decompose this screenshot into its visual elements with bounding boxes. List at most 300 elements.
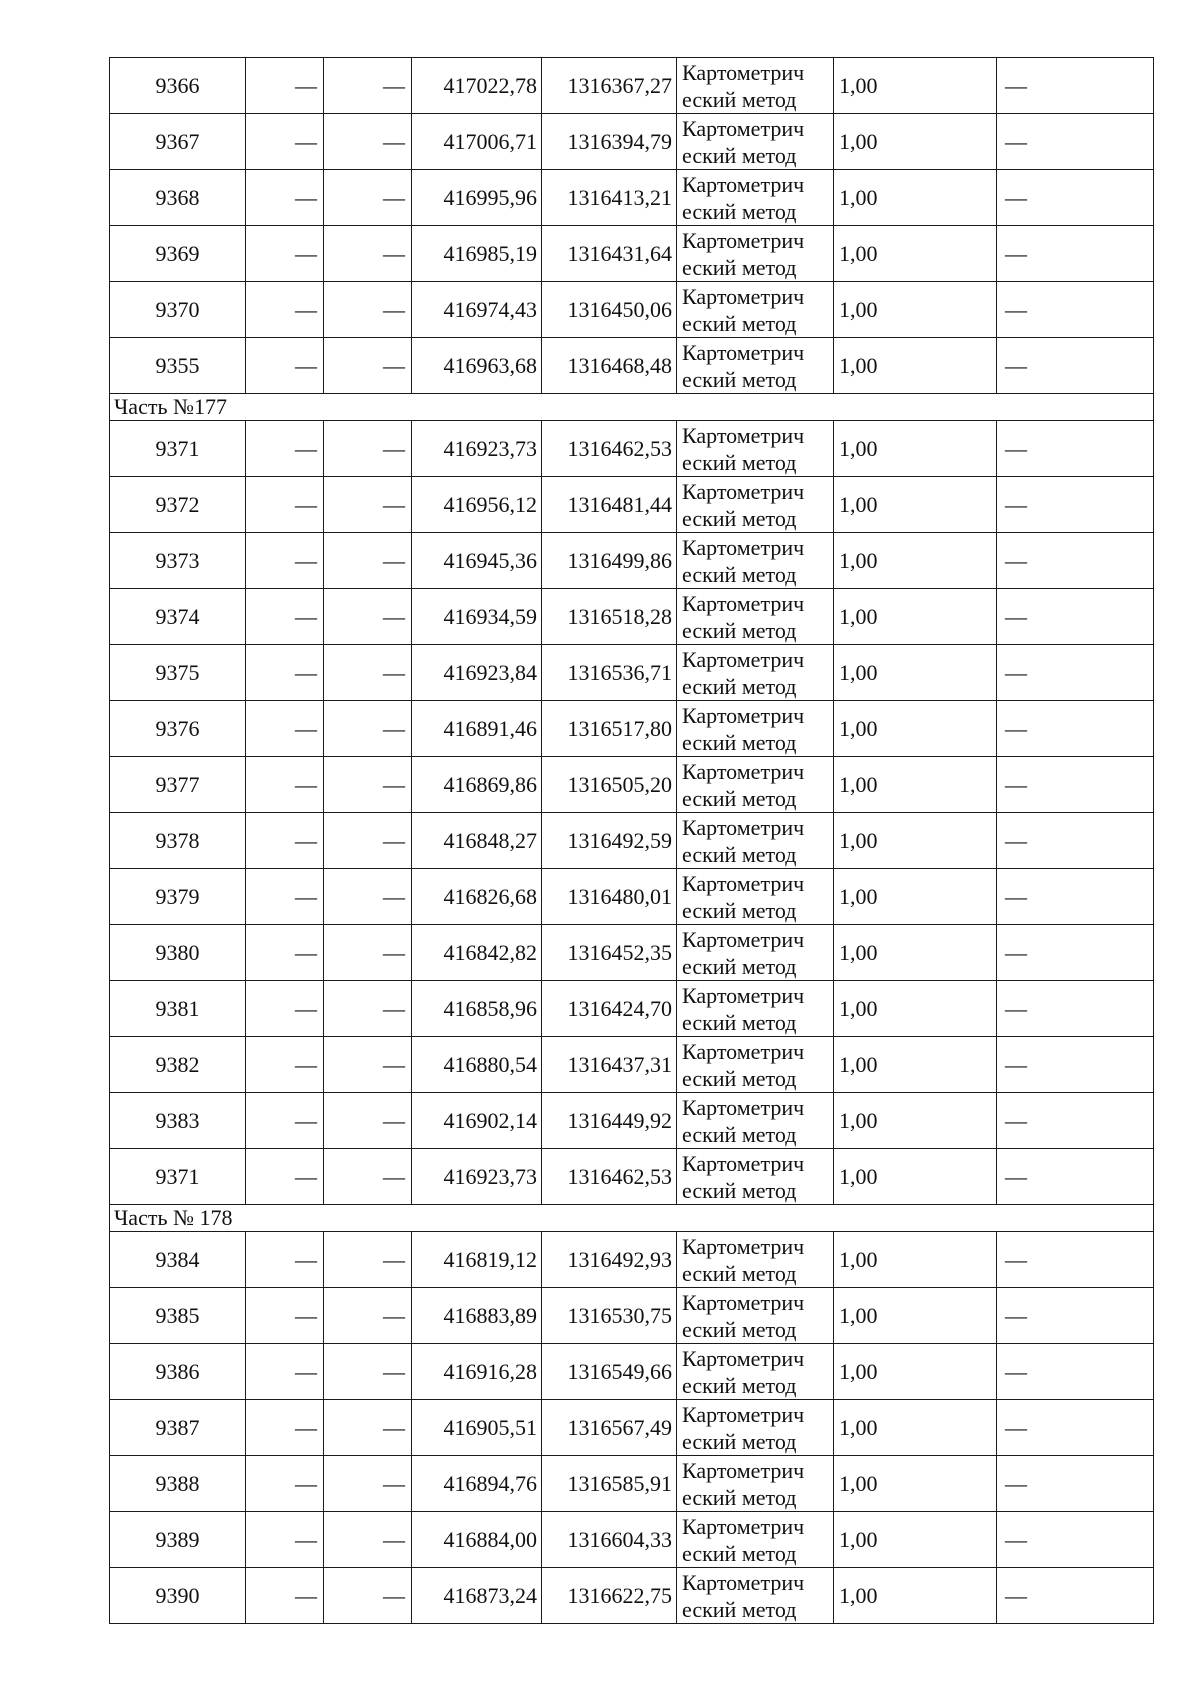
method-line-1: Картометрич — [682, 115, 805, 141]
method-line-2: еский метод — [682, 617, 797, 643]
x-coordinate-cell: 416858,96 — [412, 981, 542, 1037]
accuracy-cell: 1,00 — [834, 1512, 997, 1568]
accuracy-cell: 1,00 — [834, 1093, 997, 1149]
empty-dash-cell: — — [324, 701, 412, 757]
empty-dash-cell: — — [324, 533, 412, 589]
table-row — [110, 282, 1154, 338]
empty-dash-cell: — — [324, 813, 412, 869]
empty-dash-cell: — — [246, 1093, 324, 1149]
method-line-2: еский метод — [682, 1428, 797, 1454]
table-row — [110, 1344, 1154, 1400]
description-cell: — — [997, 1456, 1154, 1512]
y-coordinate-cell: 1316413,21 — [542, 170, 677, 226]
x-coordinate-cell: 416995,96 — [412, 170, 542, 226]
x-coordinate-cell: 416923,73 — [412, 1149, 542, 1205]
method-line-1: Картометрич — [682, 1569, 805, 1595]
accuracy-cell: 1,00 — [834, 1288, 997, 1344]
method-cell — [677, 421, 834, 477]
empty-dash-cell: — — [246, 757, 324, 813]
description-cell: — — [997, 1512, 1154, 1568]
method-line-2: еский метод — [682, 310, 797, 336]
description-cell: — — [997, 477, 1154, 533]
method-line-2: еский метод — [682, 1316, 797, 1342]
empty-dash-cell: — — [324, 477, 412, 533]
description-cell: — — [997, 813, 1154, 869]
point-number-cell: 9371 — [110, 1149, 246, 1205]
empty-dash-cell: — — [324, 1568, 412, 1624]
empty-dash-cell: — — [246, 645, 324, 701]
method-cell — [677, 338, 834, 394]
x-coordinate-cell: 416883,89 — [412, 1288, 542, 1344]
empty-dash-cell: — — [324, 869, 412, 925]
table-row — [110, 533, 1154, 589]
method-cell — [677, 170, 834, 226]
x-coordinate-cell: 417022,78 — [412, 58, 542, 114]
x-coordinate-cell: 416894,76 — [412, 1456, 542, 1512]
empty-dash-cell: — — [324, 282, 412, 338]
x-coordinate-cell: 416891,46 — [412, 701, 542, 757]
method-line-2: еский метод — [682, 841, 797, 867]
table-body — [110, 58, 1154, 1624]
point-number-cell: 9366 — [110, 58, 246, 114]
x-coordinate-cell: 416884,00 — [412, 1512, 542, 1568]
empty-dash-cell: — — [246, 58, 324, 114]
y-coordinate-cell: 1316549,66 — [542, 1344, 677, 1400]
y-coordinate-cell: 1316468,48 — [542, 338, 677, 394]
table-row — [110, 170, 1154, 226]
description-cell: — — [997, 1400, 1154, 1456]
empty-dash-cell: — — [246, 1149, 324, 1205]
table-row — [110, 1400, 1154, 1456]
description-cell: — — [997, 1037, 1154, 1093]
empty-dash-cell: — — [246, 282, 324, 338]
x-coordinate-cell: 416923,84 — [412, 645, 542, 701]
x-coordinate-cell: 416945,36 — [412, 533, 542, 589]
x-coordinate-cell: 416842,82 — [412, 925, 542, 981]
empty-dash-cell: — — [246, 1512, 324, 1568]
empty-dash-cell: — — [324, 1400, 412, 1456]
empty-dash-cell: — — [246, 589, 324, 645]
method-line-2: еский метод — [682, 86, 797, 112]
y-coordinate-cell: 1316492,59 — [542, 813, 677, 869]
method-line-1: Картометрич — [682, 1457, 805, 1483]
method-line-1: Картометрич — [682, 982, 805, 1008]
y-coordinate-cell: 1316452,35 — [542, 925, 677, 981]
method-cell — [677, 1232, 834, 1288]
table-row — [110, 421, 1154, 477]
table-row — [110, 1093, 1154, 1149]
method-cell — [677, 589, 834, 645]
table-row — [110, 981, 1154, 1037]
description-cell: — — [997, 981, 1154, 1037]
method-line-2: еский метод — [682, 1009, 797, 1035]
section-header-row — [110, 394, 1154, 421]
method-cell — [677, 645, 834, 701]
empty-dash-cell: — — [246, 1232, 324, 1288]
section-header-row — [110, 1205, 1154, 1232]
empty-dash-cell: — — [324, 1344, 412, 1400]
accuracy-cell: 1,00 — [834, 58, 997, 114]
accuracy-cell: 1,00 — [834, 813, 997, 869]
method-line-1: Картометрич — [682, 870, 805, 896]
empty-dash-cell: — — [324, 925, 412, 981]
x-coordinate-cell: 416963,68 — [412, 338, 542, 394]
table-row — [110, 1456, 1154, 1512]
method-line-1: Картометрич — [682, 1513, 805, 1539]
accuracy-cell: 1,00 — [834, 1037, 997, 1093]
y-coordinate-cell: 1316480,01 — [542, 869, 677, 925]
accuracy-cell: 1,00 — [834, 226, 997, 282]
section-label: Часть №177 — [110, 394, 1154, 421]
description-cell: — — [997, 1149, 1154, 1205]
accuracy-cell: 1,00 — [834, 477, 997, 533]
point-number-cell: 9367 — [110, 114, 246, 170]
x-coordinate-cell: 416934,59 — [412, 589, 542, 645]
method-line-2: еский метод — [682, 1177, 797, 1203]
description-cell: — — [997, 58, 1154, 114]
method-line-1: Картометрич — [682, 1233, 805, 1259]
y-coordinate-cell: 1316481,44 — [542, 477, 677, 533]
table-row — [110, 338, 1154, 394]
point-number-cell: 9384 — [110, 1232, 246, 1288]
x-coordinate-cell: 416956,12 — [412, 477, 542, 533]
y-coordinate-cell: 1316394,79 — [542, 114, 677, 170]
point-number-cell: 9355 — [110, 338, 246, 394]
empty-dash-cell: — — [324, 1149, 412, 1205]
point-number-cell: 9373 — [110, 533, 246, 589]
empty-dash-cell: — — [246, 1400, 324, 1456]
method-line-2: еский метод — [682, 953, 797, 979]
description-cell: — — [997, 533, 1154, 589]
x-coordinate-cell: 416902,14 — [412, 1093, 542, 1149]
description-cell: — — [997, 338, 1154, 394]
x-coordinate-cell: 416916,28 — [412, 1344, 542, 1400]
x-coordinate-cell: 416974,43 — [412, 282, 542, 338]
method-cell — [677, 533, 834, 589]
accuracy-cell: 1,00 — [834, 1149, 997, 1205]
y-coordinate-cell: 1316518,28 — [542, 589, 677, 645]
accuracy-cell: 1,00 — [834, 925, 997, 981]
point-number-cell: 9375 — [110, 645, 246, 701]
method-line-1: Картометрич — [682, 422, 805, 448]
description-cell: — — [997, 421, 1154, 477]
method-cell — [677, 114, 834, 170]
description-cell: — — [997, 170, 1154, 226]
accuracy-cell: 1,00 — [834, 114, 997, 170]
method-cell — [677, 58, 834, 114]
accuracy-cell: 1,00 — [834, 757, 997, 813]
y-coordinate-cell: 1316450,06 — [542, 282, 677, 338]
y-coordinate-cell: 1316604,33 — [542, 1512, 677, 1568]
method-cell — [677, 282, 834, 338]
method-line-2: еский метод — [682, 729, 797, 755]
point-number-cell: 9369 — [110, 226, 246, 282]
empty-dash-cell: — — [246, 701, 324, 757]
point-number-cell: 9372 — [110, 477, 246, 533]
description-cell: — — [997, 114, 1154, 170]
description-cell: — — [997, 757, 1154, 813]
x-coordinate-cell: 417006,71 — [412, 114, 542, 170]
point-number-cell: 9386 — [110, 1344, 246, 1400]
point-number-cell: 9383 — [110, 1093, 246, 1149]
method-line-2: еский метод — [682, 449, 797, 475]
empty-dash-cell: — — [246, 533, 324, 589]
point-number-cell: 9374 — [110, 589, 246, 645]
x-coordinate-cell: 416819,12 — [412, 1232, 542, 1288]
method-cell — [677, 1037, 834, 1093]
empty-dash-cell: — — [324, 1456, 412, 1512]
empty-dash-cell: — — [246, 421, 324, 477]
empty-dash-cell: — — [246, 1344, 324, 1400]
method-line-2: еский метод — [682, 198, 797, 224]
accuracy-cell: 1,00 — [834, 981, 997, 1037]
description-cell: — — [997, 1288, 1154, 1344]
method-line-1: Картометрич — [682, 339, 805, 365]
description-cell: — — [997, 1344, 1154, 1400]
method-line-1: Картометрич — [682, 758, 805, 784]
empty-dash-cell: — — [246, 925, 324, 981]
description-cell: — — [997, 226, 1154, 282]
table-row — [110, 477, 1154, 533]
y-coordinate-cell: 1316567,49 — [542, 1400, 677, 1456]
y-coordinate-cell: 1316437,31 — [542, 1037, 677, 1093]
point-number-cell: 9368 — [110, 170, 246, 226]
y-coordinate-cell: 1316505,20 — [542, 757, 677, 813]
accuracy-cell: 1,00 — [834, 282, 997, 338]
y-coordinate-cell: 1316585,91 — [542, 1456, 677, 1512]
empty-dash-cell: — — [324, 1037, 412, 1093]
empty-dash-cell: — — [246, 869, 324, 925]
accuracy-cell: 1,00 — [834, 869, 997, 925]
method-cell — [677, 1149, 834, 1205]
method-cell — [677, 869, 834, 925]
empty-dash-cell: — — [324, 1288, 412, 1344]
empty-dash-cell: — — [324, 421, 412, 477]
method-line-2: еский метод — [682, 1065, 797, 1091]
method-cell — [677, 701, 834, 757]
method-cell — [677, 925, 834, 981]
accuracy-cell: 1,00 — [834, 1344, 997, 1400]
point-number-cell: 9390 — [110, 1568, 246, 1624]
method-line-2: еский метод — [682, 1121, 797, 1147]
accuracy-cell: 1,00 — [834, 533, 997, 589]
table-row — [110, 869, 1154, 925]
empty-dash-cell: — — [324, 114, 412, 170]
x-coordinate-cell: 416905,51 — [412, 1400, 542, 1456]
x-coordinate-cell: 416848,27 — [412, 813, 542, 869]
table-row — [110, 1037, 1154, 1093]
method-line-2: еский метод — [682, 897, 797, 923]
description-cell: — — [997, 589, 1154, 645]
empty-dash-cell: — — [324, 1512, 412, 1568]
method-line-2: еский метод — [682, 1372, 797, 1398]
method-cell — [677, 757, 834, 813]
accuracy-cell: 1,00 — [834, 1456, 997, 1512]
method-line-2: еский метод — [682, 505, 797, 531]
empty-dash-cell: — — [246, 1037, 324, 1093]
empty-dash-cell: — — [246, 338, 324, 394]
method-line-2: еский метод — [682, 1540, 797, 1566]
method-line-2: еский метод — [682, 254, 797, 280]
point-number-cell: 9378 — [110, 813, 246, 869]
table-row — [110, 757, 1154, 813]
method-line-1: Картометрич — [682, 283, 805, 309]
coordinates-table — [109, 57, 1154, 1624]
empty-dash-cell: — — [324, 757, 412, 813]
method-line-1: Картометрич — [682, 478, 805, 504]
table-row — [110, 925, 1154, 981]
method-cell — [677, 813, 834, 869]
method-line-2: еский метод — [682, 785, 797, 811]
accuracy-cell: 1,00 — [834, 589, 997, 645]
method-line-1: Картометрич — [682, 534, 805, 560]
method-line-1: Картометрич — [682, 1289, 805, 1315]
y-coordinate-cell: 1316431,64 — [542, 226, 677, 282]
method-line-2: еский метод — [682, 142, 797, 168]
y-coordinate-cell: 1316492,93 — [542, 1232, 677, 1288]
point-number-cell: 9382 — [110, 1037, 246, 1093]
table-row — [110, 1568, 1154, 1624]
description-cell: — — [997, 701, 1154, 757]
table-row — [110, 1512, 1154, 1568]
method-line-1: Картометрич — [682, 1094, 805, 1120]
empty-dash-cell: — — [246, 813, 324, 869]
accuracy-cell: 1,00 — [834, 1400, 997, 1456]
method-cell — [677, 1400, 834, 1456]
y-coordinate-cell: 1316449,92 — [542, 1093, 677, 1149]
method-cell — [677, 1093, 834, 1149]
x-coordinate-cell: 416923,73 — [412, 421, 542, 477]
method-cell — [677, 1344, 834, 1400]
accuracy-cell: 1,00 — [834, 338, 997, 394]
point-number-cell: 9370 — [110, 282, 246, 338]
description-cell: — — [997, 1232, 1154, 1288]
table-row — [110, 701, 1154, 757]
y-coordinate-cell: 1316424,70 — [542, 981, 677, 1037]
method-line-1: Картометрич — [682, 1038, 805, 1064]
accuracy-cell: 1,00 — [834, 170, 997, 226]
section-label: Часть № 178 — [110, 1205, 1154, 1232]
empty-dash-cell: — — [246, 226, 324, 282]
table-row — [110, 58, 1154, 114]
empty-dash-cell: — — [324, 58, 412, 114]
table-row — [110, 1232, 1154, 1288]
accuracy-cell: 1,00 — [834, 645, 997, 701]
empty-dash-cell: — — [324, 170, 412, 226]
method-line-1: Картометрич — [682, 590, 805, 616]
x-coordinate-cell: 416985,19 — [412, 226, 542, 282]
empty-dash-cell: — — [324, 338, 412, 394]
point-number-cell: 9388 — [110, 1456, 246, 1512]
method-cell — [677, 1288, 834, 1344]
description-cell: — — [997, 1568, 1154, 1624]
point-number-cell: 9376 — [110, 701, 246, 757]
method-cell — [677, 1512, 834, 1568]
method-line-2: еский метод — [682, 1596, 797, 1622]
method-line-1: Картометрич — [682, 227, 805, 253]
table-row — [110, 645, 1154, 701]
empty-dash-cell: — — [324, 589, 412, 645]
empty-dash-cell: — — [246, 1568, 324, 1624]
y-coordinate-cell: 1316462,53 — [542, 421, 677, 477]
method-line-2: еский метод — [682, 366, 797, 392]
y-coordinate-cell: 1316517,80 — [542, 701, 677, 757]
method-line-1: Картометрич — [682, 926, 805, 952]
accuracy-cell: 1,00 — [834, 701, 997, 757]
point-number-cell: 9379 — [110, 869, 246, 925]
y-coordinate-cell: 1316462,53 — [542, 1149, 677, 1205]
method-line-1: Картометрич — [682, 1345, 805, 1371]
method-cell — [677, 1568, 834, 1624]
table-row — [110, 114, 1154, 170]
empty-dash-cell: — — [324, 1093, 412, 1149]
table-row — [110, 1149, 1154, 1205]
method-line-2: еский метод — [682, 673, 797, 699]
method-line-2: еский метод — [682, 1484, 797, 1510]
table-row — [110, 1288, 1154, 1344]
y-coordinate-cell: 1316499,86 — [542, 533, 677, 589]
empty-dash-cell: — — [324, 1232, 412, 1288]
y-coordinate-cell: 1316530,75 — [542, 1288, 677, 1344]
method-line-1: Картометрич — [682, 814, 805, 840]
empty-dash-cell: — — [246, 170, 324, 226]
method-line-1: Картометрич — [682, 646, 805, 672]
accuracy-cell: 1,00 — [834, 1568, 997, 1624]
method-line-1: Картометрич — [682, 1150, 805, 1176]
point-number-cell: 9385 — [110, 1288, 246, 1344]
description-cell: — — [997, 282, 1154, 338]
x-coordinate-cell: 416826,68 — [412, 869, 542, 925]
method-line-2: еский метод — [682, 561, 797, 587]
accuracy-cell: 1,00 — [834, 421, 997, 477]
method-line-1: Картометрич — [682, 1401, 805, 1427]
method-line-1: Картометрич — [682, 59, 805, 85]
method-cell — [677, 981, 834, 1037]
x-coordinate-cell: 416869,86 — [412, 757, 542, 813]
empty-dash-cell: — — [246, 981, 324, 1037]
description-cell: — — [997, 869, 1154, 925]
table-row — [110, 226, 1154, 282]
description-cell: — — [997, 925, 1154, 981]
empty-dash-cell: — — [324, 645, 412, 701]
method-cell — [677, 477, 834, 533]
point-number-cell: 9371 — [110, 421, 246, 477]
empty-dash-cell: — — [246, 477, 324, 533]
method-cell — [677, 226, 834, 282]
empty-dash-cell: — — [246, 1288, 324, 1344]
y-coordinate-cell: 1316622,75 — [542, 1568, 677, 1624]
x-coordinate-cell: 416873,24 — [412, 1568, 542, 1624]
point-number-cell: 9377 — [110, 757, 246, 813]
table-row — [110, 589, 1154, 645]
empty-dash-cell: — — [324, 981, 412, 1037]
empty-dash-cell: — — [324, 226, 412, 282]
method-line-2: еский метод — [682, 1260, 797, 1286]
method-line-1: Картометрич — [682, 702, 805, 728]
accuracy-cell: 1,00 — [834, 1232, 997, 1288]
point-number-cell: 9380 — [110, 925, 246, 981]
description-cell: — — [997, 1093, 1154, 1149]
table-row — [110, 813, 1154, 869]
description-cell: — — [997, 645, 1154, 701]
y-coordinate-cell: 1316536,71 — [542, 645, 677, 701]
x-coordinate-cell: 416880,54 — [412, 1037, 542, 1093]
empty-dash-cell: — — [246, 114, 324, 170]
point-number-cell: 9387 — [110, 1400, 246, 1456]
point-number-cell: 9389 — [110, 1512, 246, 1568]
empty-dash-cell: — — [246, 1456, 324, 1512]
method-cell — [677, 1456, 834, 1512]
